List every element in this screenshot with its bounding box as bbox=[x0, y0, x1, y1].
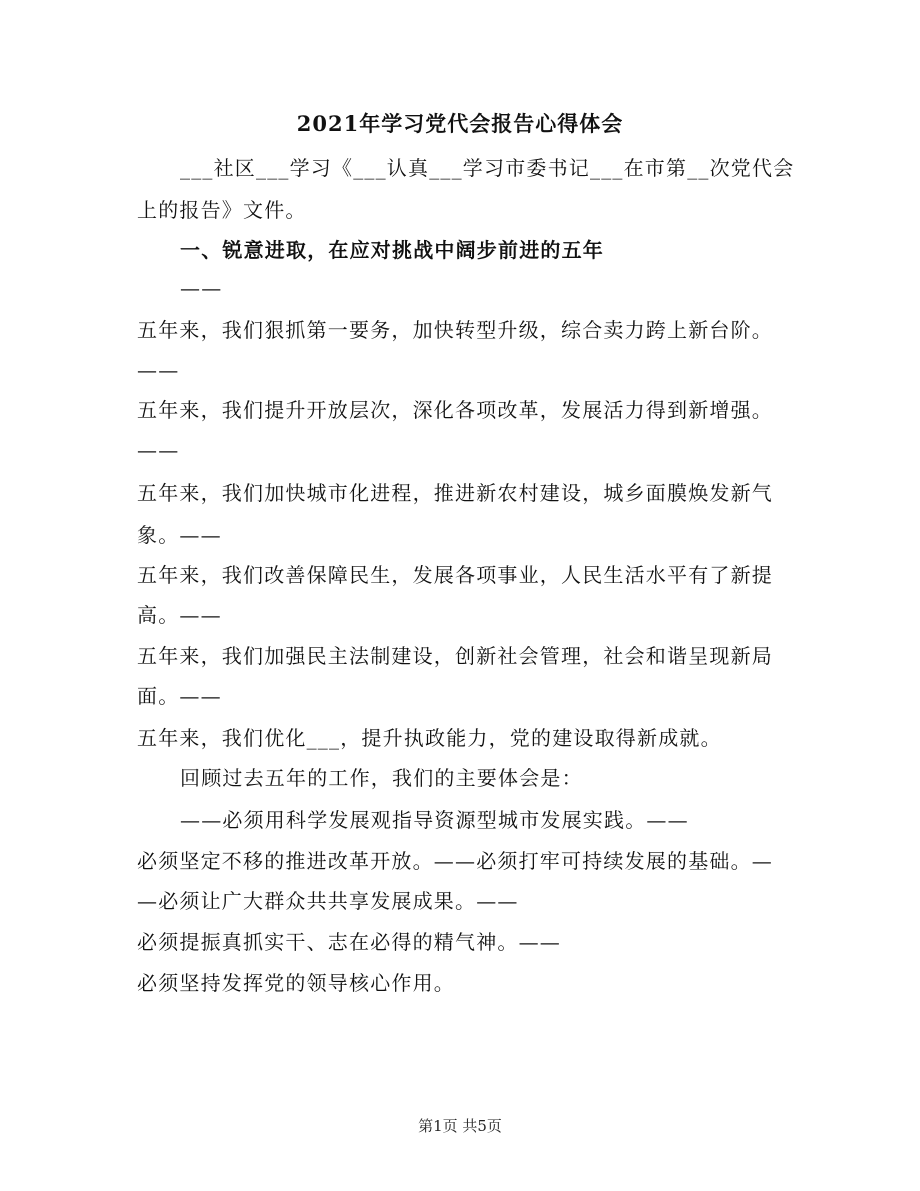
paragraph-line: 五年来，我们加强民主法制建设，创新社会管理，社会和谐呈现新局 bbox=[137, 644, 773, 668]
dash-separator: —— bbox=[137, 438, 180, 462]
page-indicator: 第1页 共5页 bbox=[418, 1117, 502, 1135]
paragraph-line: 必须提振真抓实干、志在必得的精气神。—— bbox=[137, 930, 561, 954]
paragraph-line: 高。—— bbox=[137, 603, 222, 627]
paragraph-line: 五年来，我们狠抓第一要务，加快转型升级，综合卖力跨上新台阶。 bbox=[137, 318, 773, 342]
dash-separator: —— bbox=[137, 358, 180, 382]
paragraph-line: —必须让广大群众共共享发展成果。—— bbox=[137, 889, 519, 913]
paragraph-line: 必须坚持发挥党的领导核心作用。 bbox=[137, 971, 455, 995]
paragraph-line: 五年来，我们优化___，提升执政能力，党的建设取得新成就。 bbox=[137, 726, 722, 750]
paragraph-line: 回顾过去五年的工作，我们的主要体会是： bbox=[180, 766, 583, 790]
paragraph-line: 五年来，我们改善保障民生，发展各项事业，人民生活水平有了新提 bbox=[137, 563, 773, 587]
intro-line: 上的报告》文件。 bbox=[137, 198, 307, 222]
paragraph-line: 面。—— bbox=[137, 684, 222, 708]
document-title: 2021年学习党代会报告心得体会 bbox=[296, 111, 624, 136]
paragraph-line: 五年来，我们加快城市化进程，推进新农村建设，城乡面膜焕发新气 bbox=[137, 481, 773, 505]
paragraph-line: 五年来，我们提升开放层次，深化各项改革，发展活力得到新增强。 bbox=[137, 398, 773, 422]
paragraph-line: ——必须用科学发展观指导资源型城市发展实践。—— bbox=[180, 808, 689, 832]
paragraph-line: 象。—— bbox=[137, 523, 222, 547]
paragraph-line: 必须坚定不移的推进改革开放。——必须打牢可持续发展的基础。— bbox=[137, 849, 773, 873]
dash-separator: —— bbox=[180, 276, 223, 300]
intro-line: ___社区___学习《___认真___学习市委书记___在市第__次党代会 bbox=[180, 156, 795, 180]
section-heading: 一、锐意进取，在应对挑战中阔步前进的五年 bbox=[180, 238, 604, 262]
